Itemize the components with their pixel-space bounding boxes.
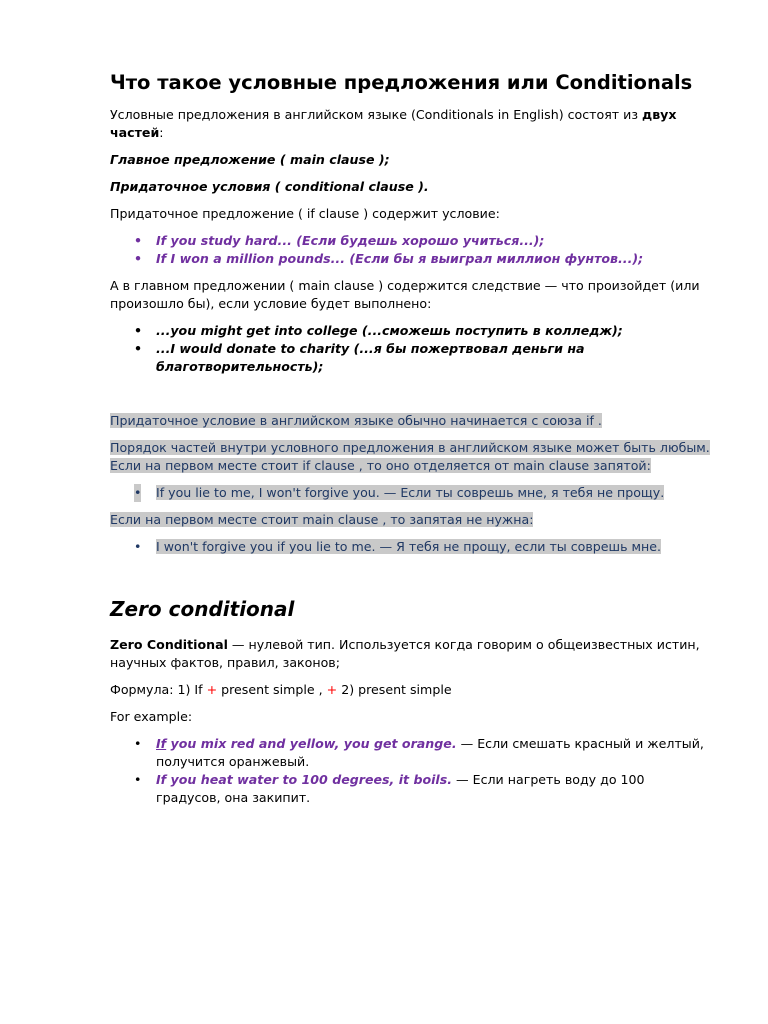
bullet-icon: • <box>134 323 143 338</box>
if-examples-list <box>110 232 712 268</box>
list-item <box>110 322 712 340</box>
list-item-text: I won't forgive you if you lie to me. — Я тебя не прощу, если ты соврешь мне. <box>156 539 661 554</box>
highlight-list-1 <box>110 484 712 502</box>
bullet-icon: • <box>134 736 142 751</box>
highlight-text: Придаточное условие в английском языке обычно начинается с союза if . <box>110 413 602 428</box>
bullet-icon: • <box>134 233 143 248</box>
list-item <box>110 735 712 771</box>
list-item-text: ...I would donate to charity (...я бы пожертвовал деньги на благотворительность); <box>156 341 585 374</box>
section-heading: Zero conditional <box>110 597 295 621</box>
intro-colon: : <box>159 125 164 140</box>
for-example-label: For example: <box>110 709 193 724</box>
bullet-icon: • <box>134 341 143 356</box>
highlight-paragraph-3 <box>110 511 712 529</box>
spacer <box>110 565 712 596</box>
example-en-lead: If <box>156 736 167 751</box>
list-item <box>110 232 712 250</box>
list-item <box>110 771 712 807</box>
example-ru: — Если нагреть воду до 100 градусов, она закипит. <box>156 772 645 805</box>
zero-desc-bold: Zero Conditional <box>110 637 228 652</box>
list-item-text: If you study hard... (Если будешь хорошо учиться...); <box>156 233 545 248</box>
list-item <box>110 484 712 502</box>
bullet-icon: • <box>134 251 143 266</box>
formula-part: Формула: 1) If <box>110 682 207 697</box>
intro-text: Условные предложения в английском языке (Conditionals in English) состоят из <box>110 107 643 122</box>
bullet-icon: • <box>134 772 142 787</box>
formula-part: 2) present simple <box>337 682 452 697</box>
highlight-list-2 <box>110 538 712 556</box>
example-en: If you heat water to 100 degrees, it boils. <box>156 772 453 787</box>
intro-paragraph <box>110 106 712 142</box>
formula-plus: + <box>326 682 338 697</box>
intro-bold: двух частей <box>110 107 677 140</box>
list-item-text: If you lie to me, I won't forgive you. — Если ты соврешь мне, я тебя не прощу. <box>156 485 665 500</box>
main-clause-line: Главное предложение ( main clause ); <box>110 152 390 167</box>
example-ru: — Если смешать красный и желтый, получится оранжевый. <box>156 736 704 769</box>
formula-part: present simple , <box>217 682 327 697</box>
list-item-text: ...you might get into college (...сможешь поступить в колледж); <box>156 323 623 338</box>
list-item <box>110 340 712 376</box>
highlight-text: Порядок частей внутри условного предложения в английском языке может быть любым. Если на первом месте стоит if clause , то оно отделяется от main clause запятой: <box>110 440 710 473</box>
list-item <box>110 538 712 556</box>
list-item <box>110 250 712 268</box>
conditional-clause-line: Придаточное условия ( conditional clause ). <box>110 179 429 194</box>
document-body <box>110 70 712 816</box>
zero-description <box>110 636 712 672</box>
highlight-paragraph-2 <box>110 439 712 475</box>
bullet-icon: • <box>134 539 142 554</box>
zero-examples-list <box>110 735 712 807</box>
formula-plus: + <box>206 682 218 697</box>
highlight-text: Если на первом месте стоит main clause , то запятая не нужна: <box>110 512 534 527</box>
formula-line <box>110 681 712 699</box>
example-en: you mix red and yellow, you get orange. <box>166 736 457 751</box>
page-title: Что такое условные предложения или Conditionals <box>110 71 693 94</box>
main-examples-list <box>110 322 712 376</box>
zero-desc-text: — нулевой тип. Используется когда говорим о общеизвестных истин, научных фактов, правил, законов; <box>110 637 700 670</box>
highlight-paragraph-1 <box>110 412 712 430</box>
main-clause-intro: А в главном предложении ( main clause ) содержится следствие — что произойдет (или произошло бы), если условие будет выполнено: <box>110 278 700 311</box>
list-item-text: If I won a million pounds... (Если бы я выиграл миллион фунтов...); <box>156 251 644 266</box>
spacer <box>110 385 712 412</box>
if-clause-intro: Придаточное предложение ( if clause ) содержит условие: <box>110 206 500 221</box>
bullet-icon: • <box>134 485 142 500</box>
